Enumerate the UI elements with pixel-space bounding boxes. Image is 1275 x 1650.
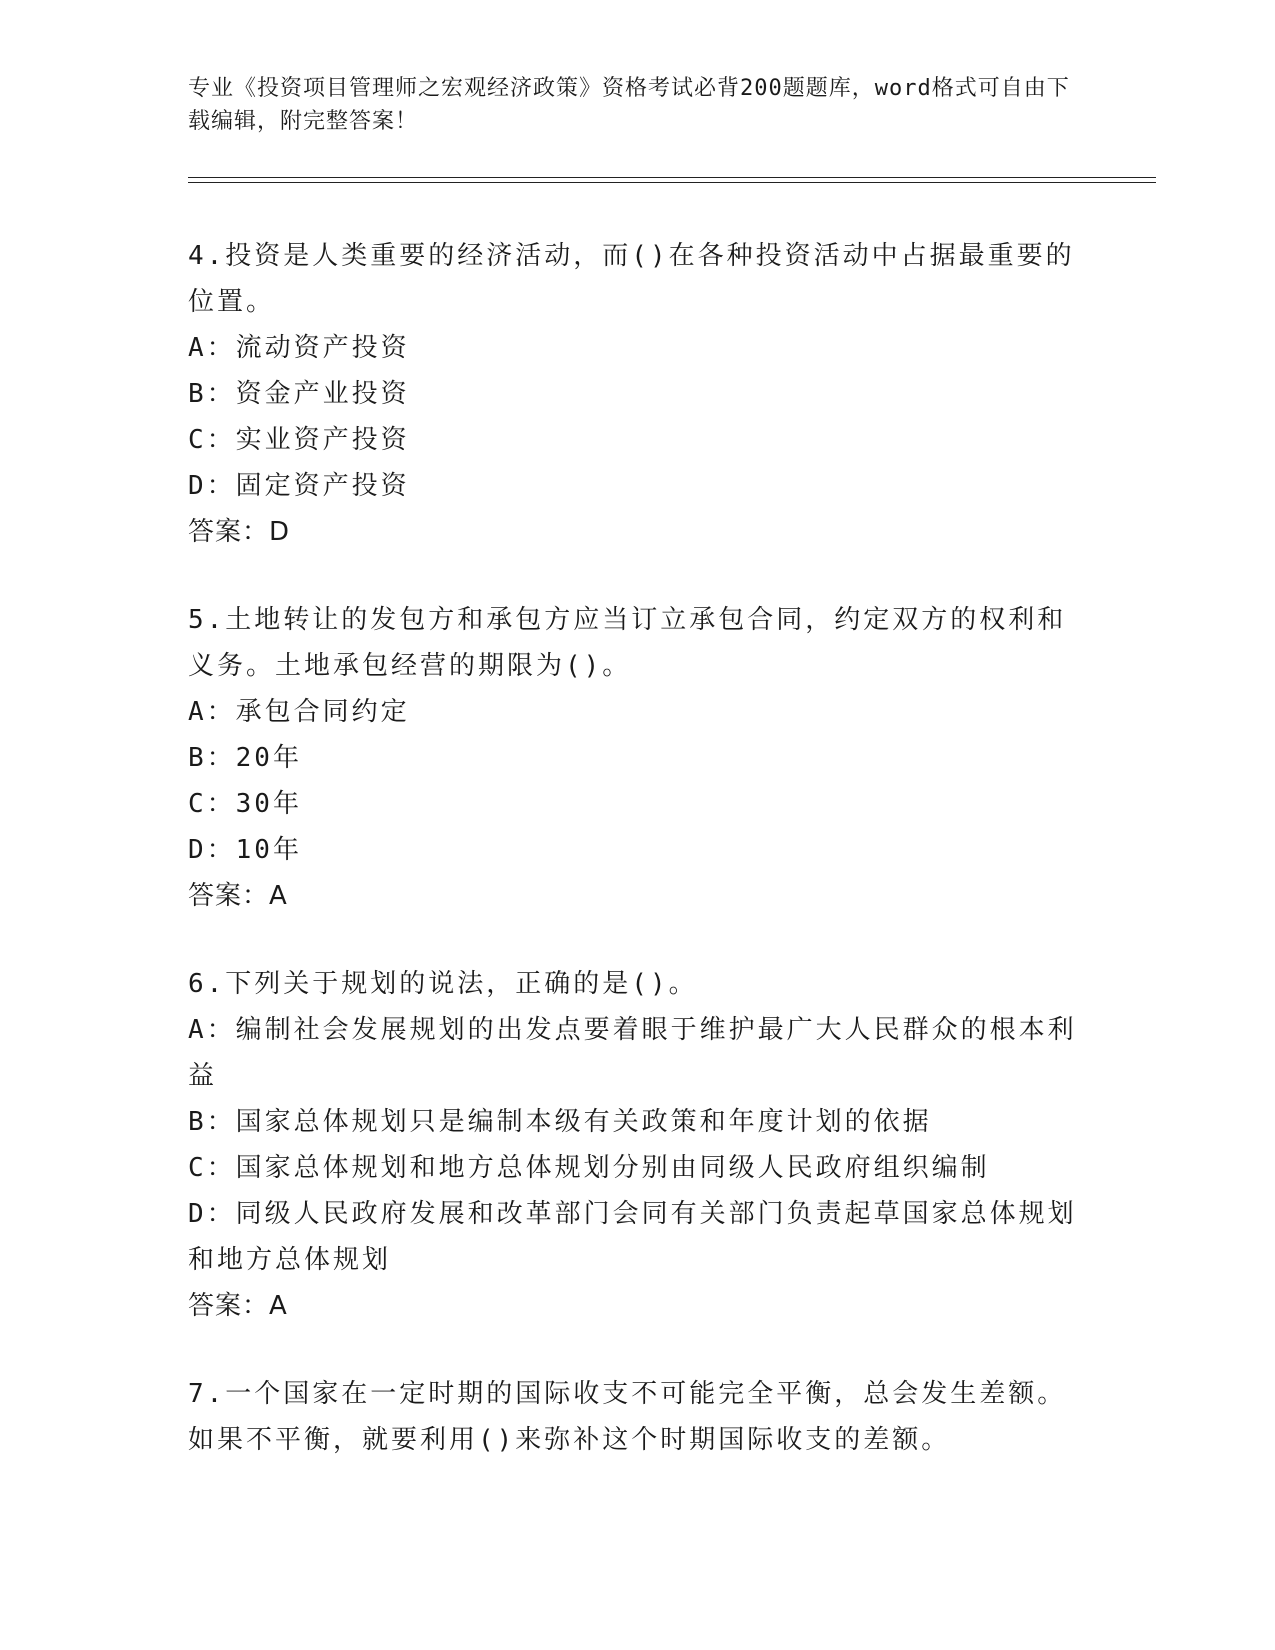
option-b: B：国家总体规划只是编制本级有关政策和年度计划的依据	[188, 1107, 932, 1137]
question-text: 7.一个国家在一定时期的国际收支不可能完全平衡，总会发生差额。如果不平衡，就要利用()来弥补这个时期国际收支的差额。	[188, 1379, 1067, 1455]
question-5	[188, 597, 1088, 919]
question-list	[188, 233, 1088, 1505]
header-double-rule	[188, 177, 1156, 183]
option-b: B：20年	[188, 743, 302, 773]
answer-line: 答案：A	[188, 881, 288, 911]
question-text: 5.土地转让的发包方和承包方应当订立承包合同，约定双方的权利和义务。土地承包经营的期限为()。	[188, 605, 1067, 681]
option-c: C：国家总体规划和地方总体规划分别由同级人民政府组织编制	[188, 1153, 990, 1183]
question-4	[188, 233, 1088, 555]
option-b: B：资金产业投资	[188, 379, 410, 409]
option-d: D：固定资产投资	[188, 471, 410, 501]
answer-line: 答案：D	[188, 517, 291, 547]
option-c: C：30年	[188, 789, 302, 819]
option-d: D：同级人民政府发展和改革部门会同有关部门负责起草国家总体规划和地方总体规划	[188, 1199, 1077, 1275]
option-a: A：编制社会发展规划的出发点要着眼于维护最广大人民群众的根本利益	[188, 1015, 1077, 1091]
question-text: 6.下列关于规划的说法，正确的是()。	[188, 969, 698, 999]
document-header: 专业《投资项目管理师之宏观经济政策》资格考试必背200题题库，word格式可自由下载编辑，附完整答案！	[188, 76, 1070, 134]
option-a: A：承包合同约定	[188, 697, 410, 727]
question-6	[188, 961, 1088, 1329]
question-7	[188, 1371, 1088, 1463]
option-c: C：实业资产投资	[188, 425, 410, 455]
option-d: D：10年	[188, 835, 302, 865]
question-text: 4.投资是人类重要的经济活动，而()在各种投资活动中占据最重要的位置。	[188, 241, 1075, 317]
answer-line: 答案：A	[188, 1291, 288, 1321]
option-a: A：流动资产投资	[188, 333, 410, 363]
